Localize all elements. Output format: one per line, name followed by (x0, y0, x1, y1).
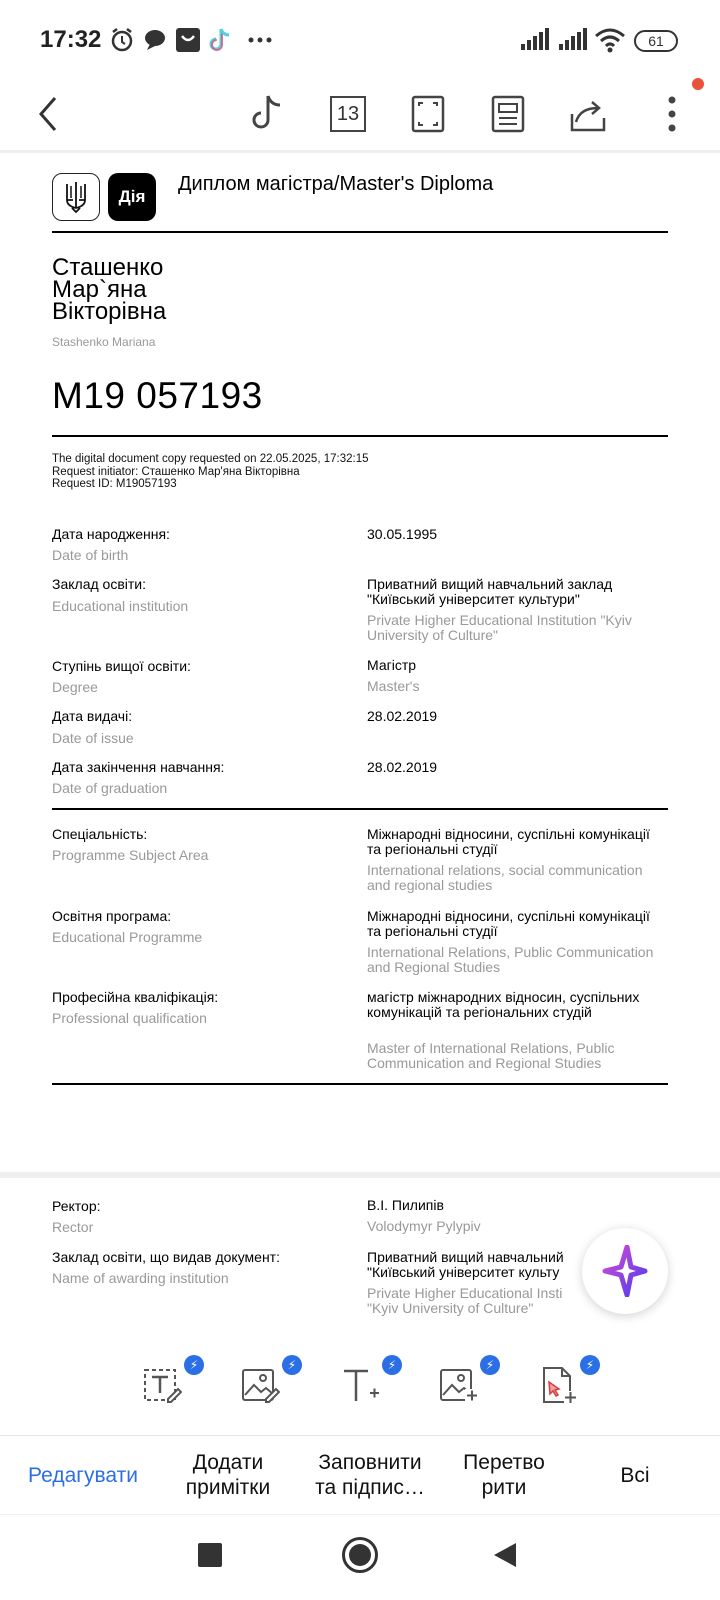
notification-dot (692, 78, 704, 90)
add-text-tool[interactable] (340, 1358, 397, 1415)
home-button[interactable] (342, 1537, 378, 1573)
field-value: Міжнародні відносини, суспільні комунікації та регіональні студії (367, 826, 650, 857)
field-value: В.І. Пилипів (367, 1197, 444, 1213)
share-button[interactable] (558, 84, 618, 144)
tiktok-icon (206, 26, 234, 54)
tiktok-outline-icon (248, 92, 288, 136)
field-label: Ступінь вищої освіти: (52, 658, 191, 674)
field-label: Заклад освіти, що видав документ: (52, 1249, 280, 1265)
tab-add-notes-label: Додати примітки (185, 1451, 271, 1499)
divider (52, 808, 668, 810)
field-value-en: International relations, social communication and regional studies (367, 862, 643, 893)
chat-bubble-icon (142, 26, 170, 54)
add-page-tool[interactable] (538, 1358, 595, 1415)
tab-add-notes[interactable] (166, 1436, 290, 1514)
signal-icon-2 (558, 26, 588, 54)
field-label: Спеціальність: (52, 826, 148, 842)
ai-assistant-button[interactable] (582, 1228, 668, 1314)
field-label: Ректор: (52, 1198, 101, 1214)
page-count: 13 (330, 96, 366, 132)
app-toolbar (0, 80, 720, 150)
premium-badge-icon: ⚡ (480, 1355, 500, 1375)
document-page (0, 150, 720, 1170)
diia-logo: Дія (108, 173, 156, 221)
back-nav-button[interactable] (492, 1541, 518, 1569)
holder-first-name: Мар`яна (52, 276, 147, 303)
status-bar (0, 0, 720, 80)
premium-badge-icon: ⚡ (282, 1355, 302, 1375)
field-label-en: Date of birth (52, 547, 129, 563)
field-value-en: Private Higher Educational Institution "Kyiv University of Culture" (367, 612, 632, 643)
more-notifications-icon (246, 26, 274, 54)
field-label-en: Name of awarding institution (52, 1270, 229, 1286)
premium-badge-icon: ⚡ (382, 1355, 402, 1375)
system-nav-bar (0, 1514, 720, 1600)
tab-fill-sign-label: Заповнити та підпис… (315, 1451, 425, 1499)
field-label-en: Date of graduation (52, 780, 168, 796)
holder-surname: Сташенко (52, 254, 164, 281)
add-image-icon (438, 1365, 478, 1405)
tab-convert-label: Перетво рити (463, 1451, 545, 1499)
document-title: Диплом магістра/Master's Diploma (178, 173, 494, 195)
field-label-en: Educational institution (52, 598, 189, 614)
field-value: 28.02.2019 (367, 759, 438, 775)
battery-indicator (634, 30, 678, 52)
back-button[interactable] (18, 84, 78, 144)
add-text-icon (340, 1365, 380, 1405)
premium-badge-icon: ⚡ (580, 1355, 600, 1375)
chevron-left-icon (33, 94, 63, 134)
page-separator (0, 1172, 720, 1178)
more-options-button[interactable] (642, 84, 702, 144)
field-value-en: Master's (367, 678, 420, 694)
field-label-en: Educational Programme (52, 929, 203, 945)
field-value: 28.02.2019 (367, 708, 438, 724)
reading-mode-icon (490, 94, 526, 134)
add-image-tool[interactable] (438, 1358, 495, 1415)
field-value-en: International Relations, Public Communication and Regional Studies (367, 944, 654, 975)
field-label: Професійна кваліфікація: (52, 989, 219, 1005)
field-value: 30.05.1995 (367, 526, 438, 542)
trident-icon (63, 180, 89, 214)
battery-level: 61 (648, 33, 664, 49)
divider (52, 435, 668, 437)
signal-icon (520, 26, 550, 54)
page-count-button[interactable] (318, 84, 378, 144)
status-time: 17:32 (40, 26, 102, 53)
tiktok-share-button[interactable] (238, 84, 298, 144)
field-label-en: Degree (52, 679, 98, 695)
trident-logo (52, 173, 100, 221)
alarm-icon (108, 26, 136, 54)
field-value: Приватний вищий навчальний заклад "Київський університет культури" (367, 576, 613, 607)
edit-image-tool[interactable] (240, 1358, 297, 1415)
field-value: Міжнародні відносини, суспільні комунікації та регіональні студії (367, 908, 650, 939)
sparkle-icon (601, 1245, 649, 1297)
recents-button[interactable] (198, 1543, 222, 1567)
edit-text-icon (142, 1365, 182, 1405)
field-value: магістр міжнародних відносин, суспільних комунікацій та регіональних студій (367, 989, 640, 1020)
fullscreen-icon (410, 94, 446, 134)
holder-patronymic: Вікторівна (52, 298, 167, 325)
home-dot-icon (349, 1544, 371, 1566)
edit-image-icon (240, 1365, 280, 1405)
holder-name-latin: Stashenko Mariana (52, 335, 156, 349)
wifi-icon (594, 26, 626, 54)
share-icon (568, 94, 608, 134)
field-label: Заклад освіти: (52, 576, 146, 592)
field-value-en: Private Higher Educational Insti "Kyiv University of Culture" (367, 1285, 563, 1316)
tab-edit[interactable]: Редагувати (28, 1463, 138, 1487)
add-page-icon (538, 1365, 578, 1405)
shop-bag-icon (174, 26, 202, 54)
field-label-en: Professional qualification (52, 1010, 207, 1026)
field-value: Магістр (367, 657, 417, 673)
more-vertical-icon (666, 94, 678, 134)
field-label-en: Programme Subject Area (52, 847, 209, 863)
field-label: Дата закінчення навчання: (52, 759, 225, 775)
bottom-tab-bar (0, 1435, 720, 1513)
holder-name (52, 254, 167, 325)
fullscreen-button[interactable] (398, 84, 458, 144)
field-value-en: Master of International Relations, Public Communication and Regional Studies (367, 1040, 615, 1071)
field-label-en: Date of issue (52, 730, 134, 746)
request-info (52, 453, 368, 491)
edit-text-tool[interactable] (142, 1358, 199, 1415)
tab-convert[interactable] (446, 1436, 562, 1514)
edit-tools-row (0, 1355, 720, 1435)
field-label: Дата видачі: (52, 708, 133, 724)
divider (52, 231, 668, 233)
field-label: Дата народження: (52, 526, 170, 542)
field-value-en: Volodymyr Pylypiv (367, 1218, 481, 1234)
reading-mode-button[interactable] (478, 84, 538, 144)
divider (52, 1083, 668, 1085)
document-number: M19 057193 (52, 375, 263, 416)
field-value: Приватний вищий навчальний "Київський університет культу (367, 1249, 564, 1280)
field-label-en: Rector (52, 1219, 94, 1235)
field-label: Освітня програма: (52, 908, 172, 924)
request-initiator: Request initiator: Сташенко Мар'яна Вікторівна (52, 465, 300, 478)
tab-all[interactable]: Всі (620, 1463, 650, 1487)
request-date: The digital document copy requested on 22.05.2025, 17:32:15 (52, 453, 369, 465)
premium-badge-icon: ⚡ (184, 1355, 204, 1375)
request-id: Request ID: M19057193 (52, 478, 177, 490)
tab-fill-sign[interactable] (300, 1436, 440, 1514)
